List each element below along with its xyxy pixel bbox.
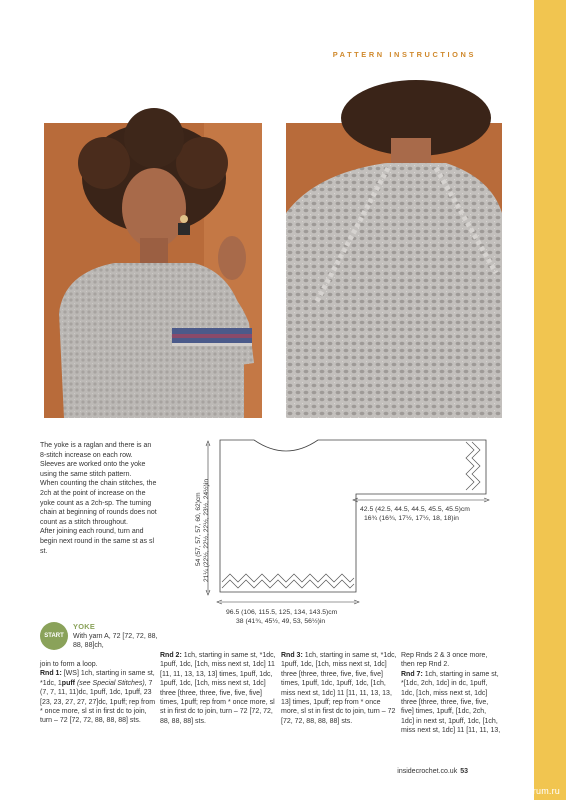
repeat-note: Rep Rnds 2 & 3 once more, then rep Rnd 2. (401, 652, 488, 669)
yoke-lead-text: With yarn A, 72 [72, 72, 88, 88, 88]ch, (73, 633, 158, 650)
note-chain-count: When counting the chain stitches, the 2ch at the point of increase on the yoke count as a 2ch-sp. The turning chain at beginning of rounds does not count as a stitch throughout. (40, 480, 157, 526)
instructions-column-1 (40, 660, 157, 726)
sleeve-label-inches: 16¾ (16¾, 17½, 17½, 18, 18)in (364, 515, 459, 522)
round-2: Rnd 2: 1ch, starting in same st, *1dc, 1puff, 1dc, [1ch, miss next st, 1dc] 11 [11, 11, 13, 13, 13] times, 1puff, 1dc, 1puff, 1dc, [1ch, miss next st, 1dc] three [three, three, five, five, five] times, 1puff; rep from * once more, sl st in first dc to join, turn – 72 [72, 72, 88, 88, 88] sts. (160, 652, 276, 725)
hem-zigzag (222, 580, 354, 588)
round-1-label: Rnd 1: (40, 670, 62, 678)
note-sleeves: Sleeves are worked onto the yoke using the same stitch pattern. (40, 461, 146, 478)
model-back-photo (286, 123, 502, 418)
yoke-heading: YOKE (73, 622, 96, 631)
instructions-column-4 (401, 651, 501, 736)
width-label-inches: 38 (41¾, 45½, 49, 53, 56½)in (236, 618, 326, 625)
note-raglan: The yoke is a raglan and there is an 8-stitch increase on each row. (40, 442, 152, 459)
start-badge: START (40, 622, 68, 650)
yoke-lead-join: join to form a loop. (40, 661, 98, 668)
pattern-notes (40, 441, 158, 556)
round-7-label: Rnd 7: (401, 670, 423, 678)
note-joining: After joining each round, turn and begin next round in the same st as sl st. (40, 528, 155, 555)
footer-site: insidecrochet.co.uk (397, 768, 458, 775)
garment-schematic (196, 432, 496, 632)
height-label-inches: 21¼ (22½, 22½, 22½, 23½, 24½)in (203, 478, 210, 582)
page-number: 53 (460, 768, 468, 775)
page-footer (397, 768, 468, 775)
section-title: PATTERN INSTRUCTIONS (332, 50, 476, 59)
sleeve-label: 42.5 (42.5, 44.5, 44.5, 45.5, 45.5)cm (360, 506, 470, 513)
cuff-zigzag (466, 442, 474, 490)
watermark: PassionForum.ru (488, 786, 560, 796)
yoke-lead (73, 632, 159, 651)
round-7: Rnd 7: 1ch, starting in same st, *[1dc, 2ch, 1dc] in dc, 1puff, 1dc, [1ch, miss next st, 1dc] three [three, three, five, five, five] times, 1puff, [1dc, 2ch, 1dc] in next st, 1puff, 1dc, [1ch, miss next st, 1dc] 11 [11, 11, 13, (401, 670, 501, 735)
round-1: Rnd 1: [WS] 1ch, starting in same st, *1dc, 1puff (see Special Stitches), 7 (7, 7, 11, 11)dc, 1puff, 1dc, 1puff, 23 [23, 23, 27, 27, 27]dc, 1puff; rep from * once more, sl st in first dc to join, turn – 72 [72, 72, 88, 88, 88] sts. (40, 670, 156, 725)
round-3: Rnd 3: 1ch, starting in same st, *1dc, 1puff, 1dc, [1ch, miss next st, 1dc] three [three, three, five, five, five] times, 1puff, 1dc, 1puff, 1dc, [1ch, miss next st, 1dc] 11 [11, 11, 13, 13, 13] times, 1puff; rep from * once more, sl st in first dc to join, turn – 72 [72, 72, 88, 88, 88] sts. (281, 652, 397, 725)
hem-zigzag (222, 574, 354, 582)
instructions-column-2 (160, 651, 276, 726)
width-label: 96.5 (106, 115.5, 125, 134, 143.5)cm (226, 609, 338, 616)
round-2-label: Rnd 2: (160, 652, 182, 659)
round-3-label: Rnd 3: (281, 652, 303, 659)
instructions-column-3 (281, 651, 397, 726)
model-front-photo (44, 123, 262, 418)
height-label: 54 (57, 57, 57, 60, 62)cm (195, 492, 202, 566)
